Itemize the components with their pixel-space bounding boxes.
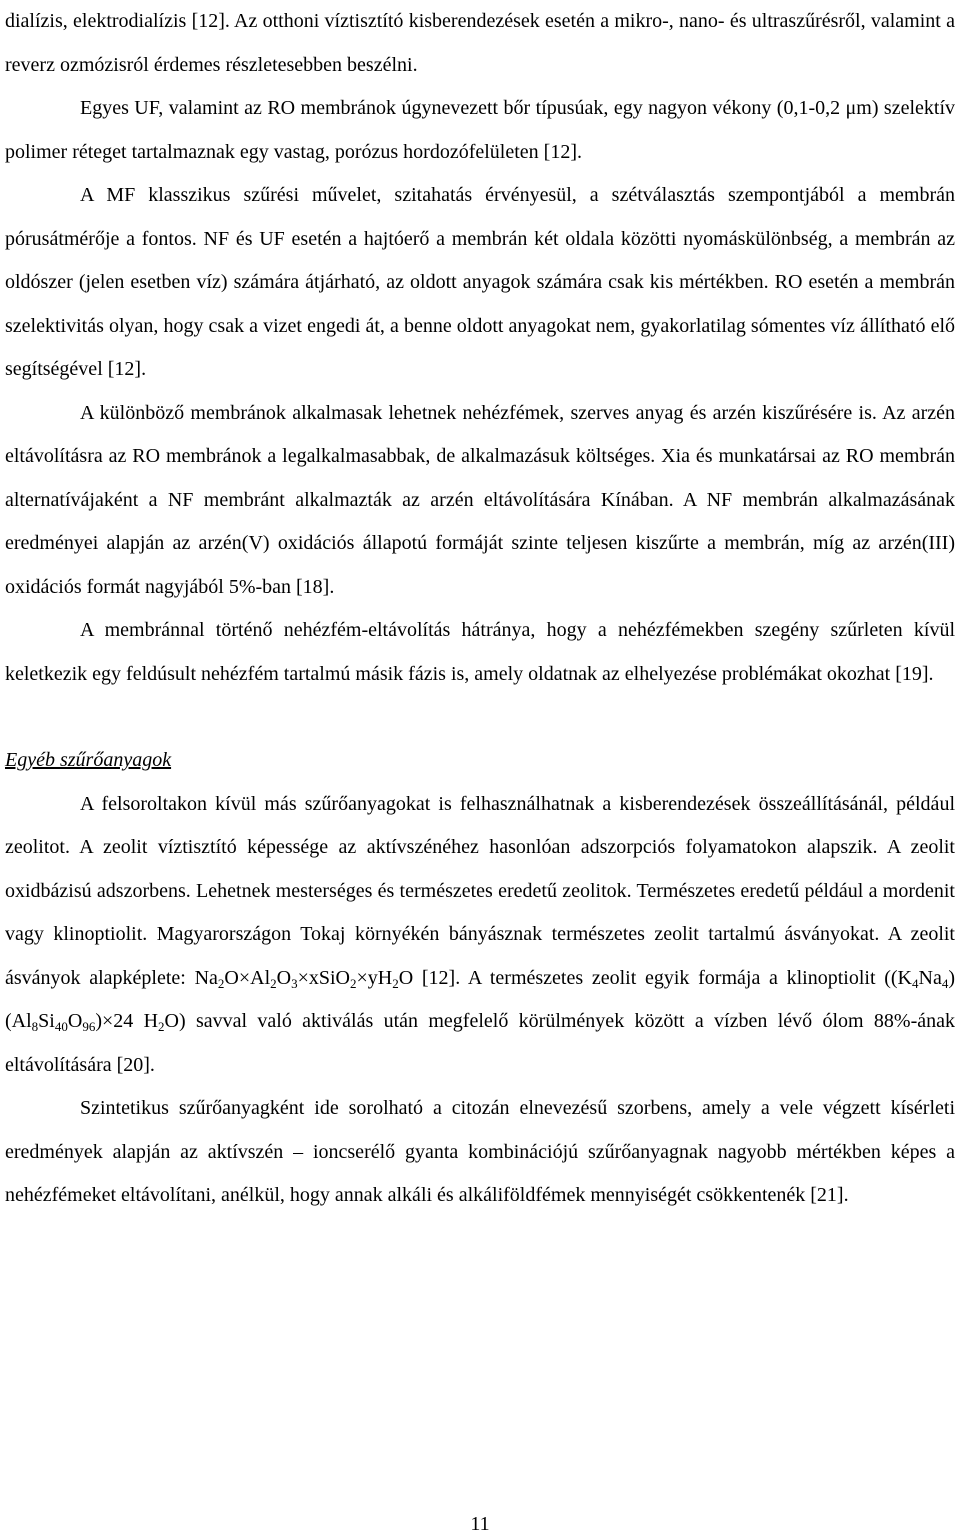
klinoptiolite-formula: $(K_4Na_4)(Al_8Si_{40}O_{96})\times 24$ xyxy=(5,966,955,1034)
section-spacer xyxy=(5,696,955,739)
paragraph-zeolite: A felsoroltakon kívül más szűrőanyagokat is felhasználhatnak a kisberendezések összeállításánál, például zeolitot. A zeolit víztisztító képessége az aktívszénéhez hasonlóan adszorpciós folyamatokon alapszik. A zeolit oxidbázisú adszorbens. Lehetnek mesterséges és természetes eredetű zeolitok. Természetes eredetű például a mordenit vagy klinoptiolit. Magyarországon Tokaj környékén bányásznak természetes zeolit tartalmú ásványokat. A zeolit ásványok alapképlete: $Na_2O\times Al_2O_3\times xSiO_2\times yH_2O$ [12]. A természetes zeolit egyik formája a klinoptiolit ($(K_4Na_4)(Al_8Si_{40}O_{96})\times 24$ $H_2O$) savval való aktiválás után megfelelő körülmények között a vízben lévő ólom 88%-ának eltávolítására [20]. xyxy=(5,792,955,1076)
paragraph-heavy-metals-arsenic: A különböző membránok alkalmasak lehetnek nehézfémek, szerves anyag és arzén kiszűrésére is. Az arzén eltávolításra az RO membránok a legalkalmasabbak, de alkalmazásuk költséges. Xia és munkatársai az RO membrán alternatívájaként a NF membránt alkalmazták az arzén eltávolítására Kínában. A NF membrán alkalmazásának eredményei alapján az arzén(V) oxidációs állapotú formáját szinte teljesen kiszűrte a membrán, míg az arzén(III) oxidációs formát nagyjából 5%-ban [18]. xyxy=(5,401,955,598)
paragraph-skin-membranes: Egyes UF, valamint az RO membránok úgynevezett bőr típusúak, egy nagyon vékony (0,1-0,2 μm) szelektív polimer réteget tartalmaznak egy vastag, porózus hordozófelületen [12]. xyxy=(5,97,955,163)
zeolite-text-3: H xyxy=(133,1010,159,1032)
zeolite-text-2: [12]. A természetes zeolit egyik formája a klinoptiolit ( xyxy=(413,966,891,989)
document-page xyxy=(5,0,955,1218)
zeolite-text-4: O) savval való aktiválás után megfelelő körülmények között a vízben lévő ólom 88%-ának eltávolítására [20]. xyxy=(5,1010,955,1076)
paragraph-intro: dialízis, elektrodialízis [12]. Az otthoni víztisztító kisberendezések esetén a mikro-, nano- és ultraszűrésről, valamint a reverz ozmózisról érdemes részletesebben beszélni. xyxy=(5,10,955,76)
paragraph-membrane-drawback: A membránnal történő nehézfém-eltávolítás hátránya, hogy a nehézfémekben szegény szűrleten kívül keletkezik egy feldúsult nehézfém tartalmú másik fázis is, amely oldatnak az elhelyezése problémákat okozhat [19]. xyxy=(5,619,955,685)
paragraph-mf-nf-uf-ro: A MF klasszikus szűrési művelet, szitahatás érvényesül, a szétválasztás szempontjából a membrán pórusátmérője a fontos. NF és UF esetén a hajtóerő a membrán két oldala közötti nyomáskülönbség, a membrán az oldószer (jelen esetben víz) számára átjárható, az oldott anyagok számára csak kis mértékben. RO esetén a membrán szelektivitás olyan, hogy csak a vizet engedi át, a benne oldott anyagokat nem, gyakorlatilag sómentes víz állítható elő segítségével [12]. xyxy=(5,184,955,380)
page-number: 11 xyxy=(470,1513,490,1535)
zeolite-formula: $Na_2O\times Al_2O_3\times xSiO_2\times yH_2O$ xyxy=(194,966,414,991)
paragraph-chitosan: Szintetikus szűrőanyagként ide sorolható a citozán elnevezésű szorbens, amely a vele végzett kísérleti eredmények alapján az aktívszén – ioncserélő gyanta kombinációjú szűrőanyagnak nagyobb mértékben képes a nehézfémeket eltávolítani, anélkül, hogy annak alkáli és alkáliföldfémek mennyiségét csökkentenék [21]. xyxy=(5,1097,955,1206)
section-title: Egyéb szűrőanyagok xyxy=(5,749,172,771)
zeolite-text-1: A felsoroltakon kívül más szűrőanyagokat is felhasználhatnak a kisberendezések összeállításánál, például zeolitot. A zeolit víztisztító képessége az aktívszénéhez hasonlóan adszorpciós folyamatokon alapszik. A zeolit oxidbázisú adszorbens. Lehetnek mesterséges és természetes eredetű zeolitok. Természetes eredetű például a mordenit vagy klinoptiolit. Magyarországon Tokaj környékén bányásznak természetes zeolit tartalmú ásványokat. A zeolit ásványok alapképlete: xyxy=(5,792,955,989)
